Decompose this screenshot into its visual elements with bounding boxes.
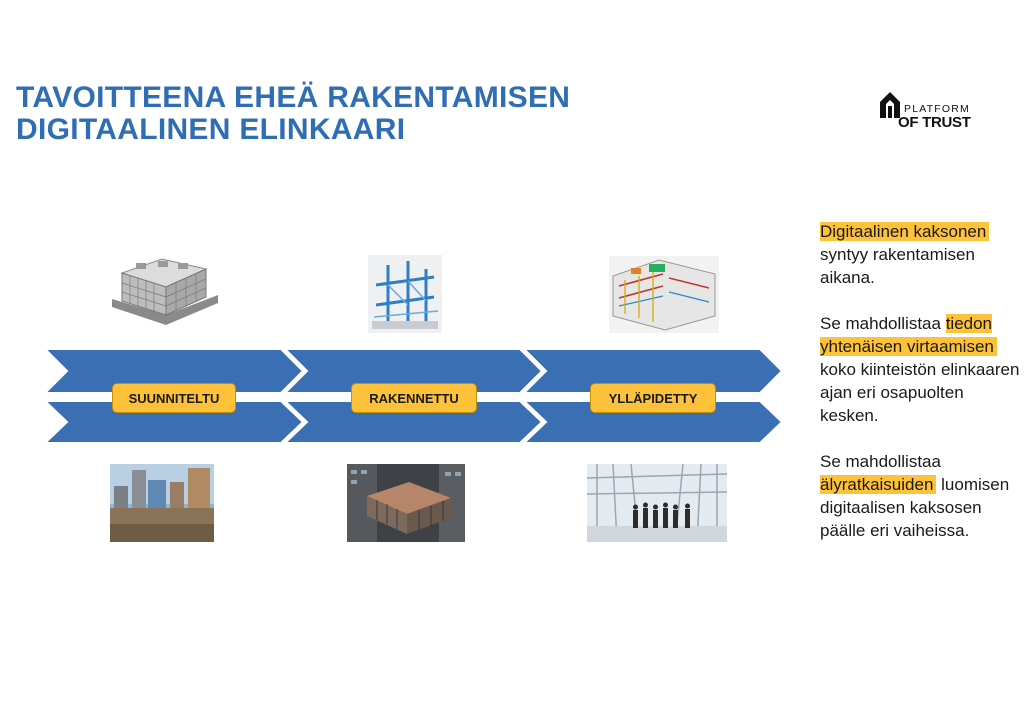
office-lobby-people-photo [587, 464, 727, 542]
side-paragraph-2-pre: Se mahdollistaa [820, 314, 946, 333]
building-wireframe-model-image [106, 257, 222, 329]
logo-text-top: PLATFORM [904, 103, 970, 115]
stage-label-yllapidetty: YLLÄPIDETTY [590, 383, 716, 413]
side-paragraph-1-rest: syntyy rakentamisen aikana. [820, 245, 975, 287]
building-systems-model-image [609, 256, 719, 333]
side-paragraph-2-rest: koko kiinteistön elinkaaren ajan eri osapuolten kesken. [820, 360, 1020, 425]
stage-label-suunniteltu: SUUNNITELTU [112, 383, 236, 413]
slide-title-line-2: DIGITAALINEN ELINKAARI [16, 113, 406, 146]
highlight-smart-solutions: älyratkaisuiden [820, 475, 936, 494]
side-description [820, 220, 1020, 565]
highlight-data-flow: tiedon yhtenäisen virtaamisen [820, 314, 997, 356]
side-paragraph-3 [820, 450, 1020, 542]
side-paragraph-2 [820, 312, 1020, 427]
side-paragraph-3-rest: luomisen digitaalisen kaksosen päälle eri vaiheissa. [820, 475, 1010, 540]
highlight-digital-twin: Digitaalinen kaksonen [820, 222, 989, 241]
slide-title-line-1: TAVOITTEENA EHEÄ RAKENTAMISEN [16, 81, 571, 114]
side-paragraph-1 [820, 220, 1020, 289]
platform-of-trust-logo [878, 90, 990, 134]
construction-site-photo [110, 464, 214, 542]
steel-frame-structure-model-image [368, 255, 442, 333]
logo-text-bottom: OF TRUST [898, 114, 971, 131]
side-paragraph-3-pre: Se mahdollistaa [820, 452, 941, 471]
stage-label-rakennettu: RAKENNETTU [351, 383, 477, 413]
building-under-construction-photo [347, 464, 465, 542]
